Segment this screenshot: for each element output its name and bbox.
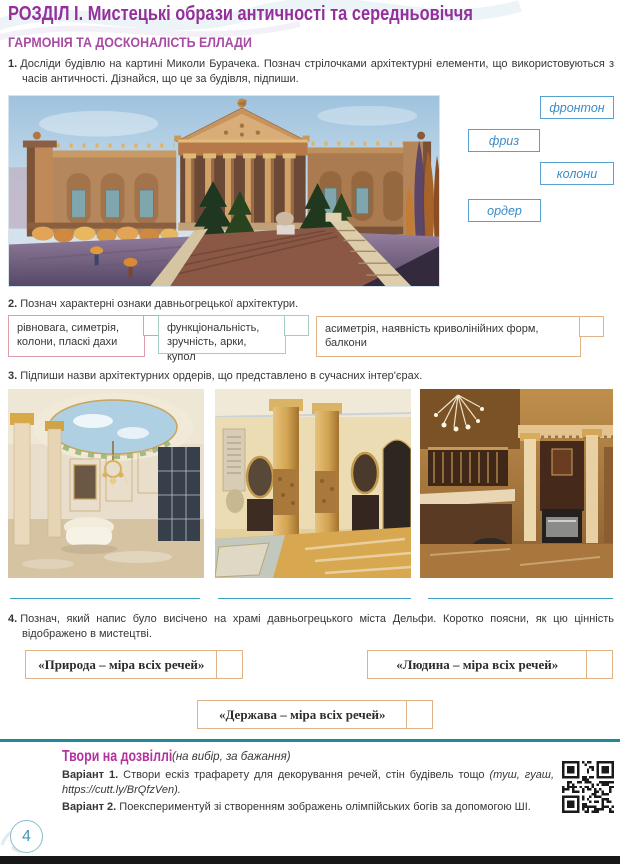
label-box-fronton[interactable] — [540, 96, 614, 119]
footer-title: Твори на дозвіллі — [62, 748, 173, 765]
task2-number: 2. — [8, 298, 18, 310]
task4-option-state — [197, 700, 433, 729]
task2-option-2-label: функціональність, зручність, арки, купол — [167, 322, 260, 363]
interior-photo-kitchen — [420, 389, 613, 578]
task2-option-1 — [8, 315, 145, 357]
footer-divider — [0, 739, 620, 742]
bottom-bar — [0, 856, 620, 864]
task4-text: Познач, який напис було висічено на храмі давньогрецького міста Дельфи. Коротко поясни, як цю цінність відображено в мистецтві. — [20, 613, 614, 640]
task4-option-nature-text: «Природа – міра всіх речей» — [25, 650, 218, 679]
task4-number: 4. — [8, 613, 18, 625]
task1-number: 1. — [8, 58, 18, 70]
footer-body — [62, 768, 554, 817]
task1-text: Досліди будівлю на картині Миколи Бурачека. Познач стрілочками архітектурні елементи, що використовуються з часів античності. Дізнайся, що це за будівля, підпиши. — [20, 58, 614, 85]
task4-option-nature-checkbox[interactable] — [216, 650, 243, 679]
interior-photo-hall — [215, 389, 411, 578]
task4-option-state-checkbox[interactable] — [406, 700, 433, 729]
task3-answer-line-3[interactable] — [428, 598, 613, 599]
page-number-text: 4 — [22, 827, 31, 845]
chapter-title: РОЗДІЛ І. Мистецькі образи античності та середньовіччя — [8, 3, 473, 25]
task4-option-human-text: «Людина – міра всіх речей» — [367, 650, 588, 679]
burachek-painting — [8, 95, 440, 287]
variant1-line — [62, 768, 554, 798]
task3-answer-line-1[interactable] — [10, 598, 200, 599]
task4-option-state-text: «Держава – міра всіх речей» — [197, 700, 408, 729]
task2-option-3-label: асиметрія, наявність криволінійних форм, балкони — [325, 323, 539, 350]
task3-text: Підпиши назви архітектурних ордерів, що представлено в сучасних інтер'єрах. — [20, 370, 423, 382]
task2-option-1-label: рівновага, симетрія, колони, пласкі дахи — [17, 322, 120, 349]
task2-text: Познач характерні ознаки давньогрецької архітектури. — [20, 298, 299, 310]
label-fronton-text: фронтон — [549, 100, 605, 115]
task4-option-nature — [25, 650, 243, 679]
task3-number: 3. — [8, 370, 18, 382]
variant2-text: Поекспериментуй зі створенням зображень олімпійських богів за допомогою ШІ. — [119, 800, 531, 813]
task4-option-human-checkbox[interactable] — [586, 650, 613, 679]
label-box-order[interactable] — [468, 199, 541, 222]
section-title: ГАРМОНІЯ ТА ДОСКОНАЛІСТЬ ЕЛЛАДИ — [8, 35, 252, 50]
variant1-materials: (туш, гуаш, https://cutt.ly/BrQfzVen). — [62, 769, 554, 796]
label-order-text: ордер — [487, 203, 522, 218]
variant2-line — [62, 800, 554, 815]
task2-option-2 — [158, 315, 286, 363]
page-number — [10, 820, 43, 853]
task2-option-2-checkbox[interactable] — [284, 315, 309, 336]
interior-photo-living-room — [8, 389, 204, 578]
label-fryz-text: фриз — [488, 133, 520, 148]
variant1-label: Варіант 1. — [62, 769, 119, 781]
variant1-text: Створи ескіз трафарету для декорування речей, стін будівель тощо — [123, 769, 485, 781]
footer-subtitle: (на вибір, за бажання) — [172, 751, 291, 763]
task3-answer-line-2[interactable] — [218, 598, 411, 599]
label-box-kolony[interactable] — [540, 162, 614, 185]
label-kolony-text: колони — [556, 166, 598, 181]
variant2-label: Варіант 2. — [62, 800, 117, 813]
qr-code — [562, 761, 614, 813]
task3-instruction — [8, 369, 614, 384]
task2-option-3-checkbox[interactable] — [579, 316, 604, 337]
task2-option-3 — [316, 316, 581, 357]
task4-option-human — [367, 650, 613, 679]
task2-instruction — [8, 297, 614, 312]
task1-instruction — [8, 57, 614, 86]
label-box-fryz[interactable] — [468, 129, 540, 152]
task4-instruction — [8, 612, 614, 641]
